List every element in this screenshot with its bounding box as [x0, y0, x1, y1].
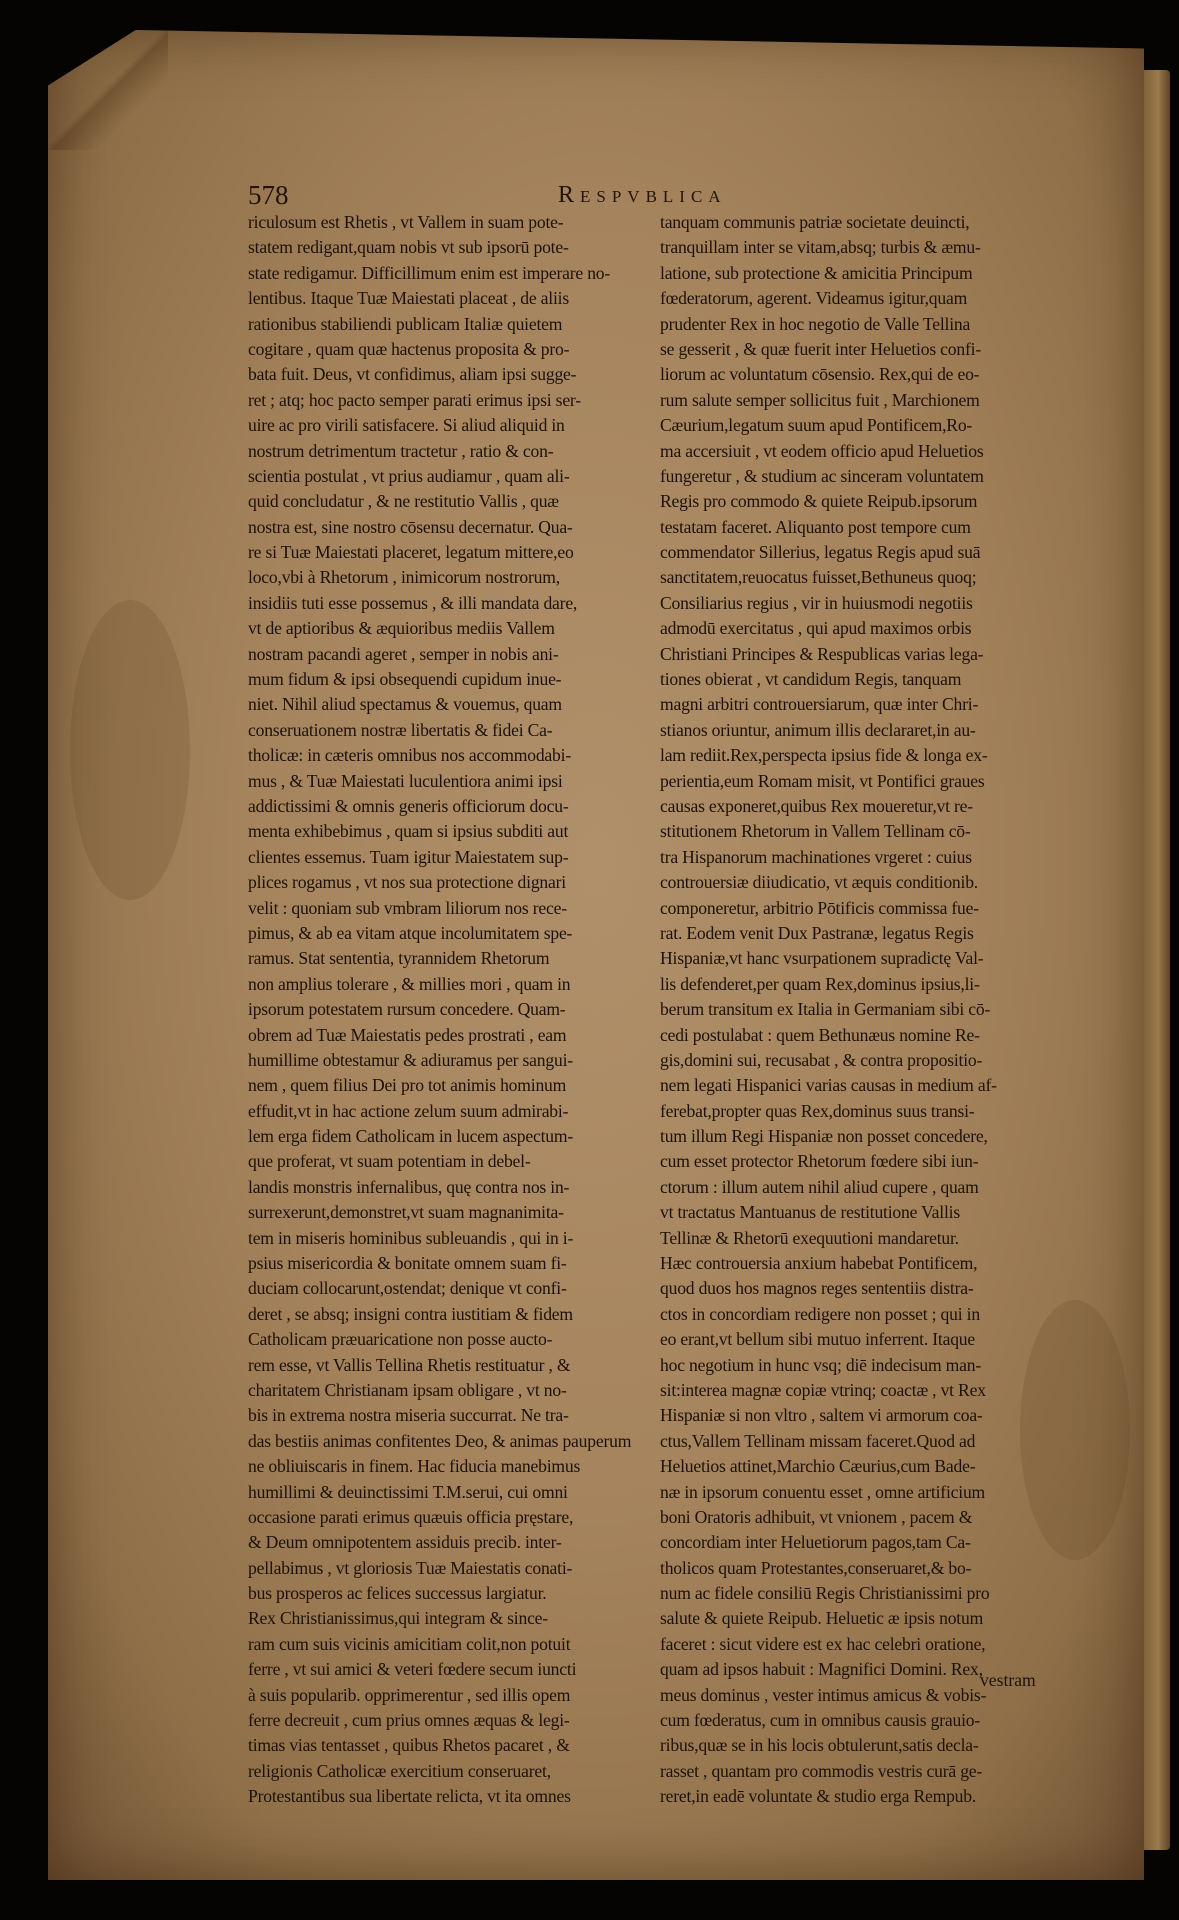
text-line: mum fidum & ipsi obsequendi cupidum inue- [248, 669, 562, 690]
text-line: pimus, & ab ea vitam atque incolumitatem spe- [248, 922, 573, 943]
text-line: lis defenderet,per quam Rex,dominus ipsius,li- [660, 973, 980, 994]
text-line: rum salute semper sollicitus fuit , Marchionem [660, 389, 980, 410]
text-line: nostrum detrimentum tractetur , ratio & con- [248, 440, 554, 461]
text-line: clientes essemus. Tuam igitur Maiestatem sup- [248, 846, 569, 867]
text-line: rem esse, vt Vallis Tellina Rhetis restituatur , & [248, 1354, 571, 1375]
text-line: bata fuit. Deus, vt confidimus, aliam ipsi sugge- [248, 364, 577, 385]
text-line: reret,in eadē voluntate & studio erga Rempub. [660, 1786, 977, 1807]
text-line: uire ac pro virili satisfacere. Si aliud aliquid in [248, 415, 565, 436]
text-line: salute & quiete Reipub. Heluetic æ ipsis notum [660, 1608, 984, 1629]
text-line: que proferat, vt suam potentiam in debel- [248, 1151, 531, 1172]
text-line: religionis Catholicæ exercitium conseruaret, [248, 1760, 551, 1781]
text-line: meus dominus , vester intimus amicus & vobis- [660, 1684, 987, 1705]
text-line: cum esset protector Rhetorum fœdere sibi iun- [660, 1151, 979, 1172]
text-line: velit : quoniam sub vmbram liliorum nos rece- [248, 897, 567, 918]
text-line: tem in miseris hominibus subleuandis , qui in i- [248, 1227, 574, 1248]
text-line: cogitare , quam quæ hactenus proposita & pro- [248, 338, 570, 359]
text-line: lem erga fidem Catholicam in lucem aspectum- [248, 1126, 574, 1147]
text-line: fungeretur , & studium ac sinceram voluntatem [660, 465, 984, 486]
adjacent-page-edge [1140, 70, 1170, 1850]
text-line: nem , quem filius Dei pro tot animis hominum [248, 1075, 567, 1096]
text-line: quid concludatur , & ne restitutio Vallis , quæ [248, 491, 559, 512]
text-line: ret ; atq; hoc pacto semper parati erimus ipsi ser- [248, 389, 581, 410]
running-head [248, 180, 768, 214]
text-line: Protestantibus sua libertate relicta, vt ita omnes [248, 1786, 571, 1807]
text-line: causas exponeret,quibus Rex moueretur,vt re- [660, 795, 973, 816]
text-line: fœderatorum, agerent. Videamus igitur,quam [660, 288, 968, 309]
text-line: ctorum : illum autem nihil aliud cupere , quam [660, 1176, 979, 1197]
text-line: magni arbitri controuersiarum, quæ inter Chri- [660, 694, 979, 715]
text-line: tiones obierat , vt candidum Regis, tanquam [660, 669, 962, 690]
text-line: prudenter Rex in hoc negotio de Valle Tellina [660, 313, 971, 334]
text-line: conseruationem nostræ libertatis & fidei Ca- [248, 719, 553, 740]
text-line: Regis pro commodo & quiete Reipub.ipsorum [660, 491, 978, 512]
text-line: ribus,quæ se in his locis obtulerunt,satis decla- [660, 1735, 979, 1756]
text-line: tum illum Regi Hispaniæ non posset concedere, [660, 1126, 988, 1147]
text-line: nostram pacandi ageret , semper in nobis ani- [248, 643, 559, 664]
text-line: das bestiis animas confitentes Deo, & animas pauperum [248, 1430, 632, 1451]
text-line: perientia,eum Romam misit, vt Pontifici graues [660, 770, 985, 791]
text-line: eo erant,vt bellum sibi mutuo inferrent. Itaque [660, 1329, 976, 1350]
text-line: statem redigant,quam nobis vt sub ipsorū pote- [248, 237, 569, 258]
text-line: commendator Sillerius, legatus Regis apud suā [660, 542, 981, 563]
text-line: landis monstris infernalibus, quę contra nos in- [248, 1176, 570, 1197]
text-line: niet. Nihil aliud spectamus & vouemus, quam [248, 694, 562, 715]
text-line: Hispaniæ,vt hanc vsurpationem supradictę Val- [660, 948, 984, 969]
text-line: admodū exercitatus , qui apud maximos orbis [660, 618, 972, 639]
text-line: Cæurium,legatum suum apud Pontificem,Ro- [660, 415, 973, 436]
folded-corner [48, 30, 168, 150]
text-line: Catholicam præuaricatione non posse aucto- [248, 1329, 553, 1350]
text-line: cum fœderatus, cum in omnibus causis grauio- [660, 1710, 981, 1731]
text-line: tanquam communis patriæ societate deuincti, [660, 212, 970, 232]
text-line: vt de aptioribus & æquioribus mediis Vallem [248, 618, 555, 639]
text-line: testatam faceret. Aliquanto post tempore cum [660, 516, 971, 537]
text-line: concordiam inter Heluetiorum pagos,tam Ca- [660, 1532, 971, 1553]
text-line: duciam collocarunt,ostendat; denique vt confi- [248, 1278, 567, 1299]
text-line: se gesserit , & quæ fuerit inter Heluetios confi- [660, 338, 981, 359]
text-column-left [248, 210, 646, 1810]
text-line: rat. Eodem venit Dux Pastranæ, legatus Regis [660, 922, 974, 943]
text-line: ferre , vt sui amici & veteri fœdere secum iuncti [248, 1659, 577, 1680]
text-line: sanctitatem,reuocatus fuisset,Bethuneus quoq; [660, 567, 977, 588]
text-line: sit:interea magnæ copiæ vtrinq; coactæ , vt Rex [660, 1379, 986, 1400]
text-line: Heluetios attinet,Marchio Cæurius,cum Bade- [660, 1456, 976, 1477]
text-line: Consiliarius regius , vir in huiusmodi negotiis [660, 592, 973, 613]
text-column-right [660, 210, 1058, 1810]
text-line: Hispaniæ si non vltro , saltem vi armorum coa- [660, 1405, 983, 1426]
text-line: rasset , quantam pro commodis vestris curā ge- [660, 1760, 983, 1781]
text-line: insidiis tuti esse possemus , & illi mandata dare, [248, 592, 578, 613]
text-line: occasione parati erimus quæuis officia pręstare, [248, 1506, 574, 1527]
text-line: bis in extrema nostra miseria succurrat. Ne tra- [248, 1405, 569, 1426]
text-line: à suis popularib. opprimerentur , sed illis opem [248, 1684, 571, 1705]
paper-stain [70, 600, 190, 900]
text-line: liorum ac voluntatum cōsensio. Rex,qui de eo- [660, 364, 980, 385]
text-line: ne obliuiscaris in finem. Hac fiducia manebimus [248, 1456, 581, 1477]
text-line: quod duos hos magnos reges sententiis distra- [660, 1278, 974, 1299]
text-line: effudit,vt in hac actione zelum suum admirabi- [248, 1100, 569, 1121]
text-line: ferre decreuit , cum prius omnes æquas & legi- [248, 1710, 570, 1731]
text-line: mus , & Tuæ Maiestati luculentiora animi ipsi [248, 770, 563, 791]
text-line: psius misericordia & bonitate omnem suam fi- [248, 1253, 567, 1274]
text-line: Christiani Principes & Respublicas varias lega- [660, 643, 984, 664]
text-line: ctos in concordiam redigere non posset ; qui in [660, 1303, 980, 1324]
text-line: ferebat,propter quas Rex,dominus suus transi- [660, 1100, 975, 1121]
text-line: addictissimi & omnis generis officiorum docu- [248, 795, 569, 816]
text-line: nostra est, sine nostro cōsensu decernatur. Qua- [248, 516, 573, 537]
catchword: vestram [980, 1670, 1036, 1690]
text-line: componeretur, arbitrio Pōtificis commissa fue- [660, 897, 979, 918]
text-line: & Deum omnipotentem assiduis precib. inter- [248, 1532, 562, 1553]
text-line: ram cum suis vicinis amicitiam colit,non potuit [248, 1633, 571, 1654]
text-line: loco,vbi à Rhetorum , inimicorum nostrorum, [248, 567, 560, 588]
text-line: tra Hispanorum machinationes vrgeret : cuius [660, 846, 972, 867]
text-line: cedi postulabat : quem Bethunæus nomine Re- [660, 1024, 980, 1045]
text-line: ctus,Vallem Tellinam missam faceret.Quod ad [660, 1430, 976, 1451]
text-line: scientia postulat , vt prius audiamur , quam ali- [248, 465, 570, 486]
text-line: gis,domini sui, recusabat , & contra propositio- [660, 1049, 983, 1070]
text-line: ma accersiuit , vt eodem officio apud Heluetios [660, 440, 984, 461]
text-line: charitatem Christianam ipsam obligare , vt no- [248, 1379, 567, 1400]
text-line: hoc negotium in hunc vsq; diē indecisum man- [660, 1354, 982, 1375]
text-line: rationibus stabiliendi publicam Italiæ quietem [248, 313, 563, 334]
text-line: Hæc controuersia anxium habebat Pontificem, [660, 1253, 978, 1274]
text-line: deret , se absq; insigni contra iustitiam & fidem [248, 1303, 573, 1324]
text-line: quam ad ipsos habuit : Magnifici Domini. Rex, [660, 1659, 983, 1680]
running-title: Respvblica [558, 182, 727, 208]
text-line: tholicos quam Protestantes,conseruaret,& bo- [660, 1557, 972, 1578]
text-line: stitutionem Rhetorum in Vallem Tellinam cō- [660, 821, 971, 842]
text-line: stianos oriuntur, animum illis declararet,in au- [660, 719, 976, 740]
text-line: lentibus. Itaque Tuæ Maiestati placeat , de aliis [248, 288, 570, 309]
text-line: pellabimus , vt gloriosis Tuæ Maiestatis conati- [248, 1557, 573, 1578]
text-line: boni Oratoris adhibuit, vt vnionem , pacem & [660, 1506, 973, 1527]
text-line: ramus. Stat sententia, tyrannidem Rhetorum [248, 948, 550, 969]
text-line: lam rediit.Rex,perspecta ipsius fide & longa ex- [660, 745, 988, 766]
text-line: bus prosperos ac felices successus largiatur. [248, 1583, 547, 1604]
text-line: faceret : sicut videre est ex hac celebri oratione, [660, 1633, 986, 1654]
text-line: num ac fidele consiliū Regis Christianissimi pro [660, 1583, 990, 1604]
text-line: berum transitum ex Italia in Germaniam sibi cō- [660, 999, 991, 1020]
text-line: Tellinæ & Rhetorū exequutioni mandaretur. [660, 1227, 959, 1248]
text-line: latione, sub protectione & amicitia Principum [660, 262, 973, 283]
text-line: plices rogamus , vt nos sua protectione dignari [248, 872, 566, 893]
text-line: non amplius tolerare , & millies mori , quam in [248, 973, 571, 994]
text-line: riculosum est Rhetis , vt Vallem in suam pote- [248, 212, 564, 232]
text-line: tholicæ: in cæteris omnibus nos accommodabi- [248, 745, 571, 766]
text-line: menta exhibebimus , quam si ipsius subditi aut [248, 821, 569, 842]
text-line: vt tractatus Mantuanus de restitutione Vallis [660, 1202, 960, 1223]
text-line: humillime obtestamur & adiuramus per sangui- [248, 1049, 573, 1070]
text-line: surrexerunt,demonstret,vt suam magnanimita- [248, 1202, 564, 1223]
text-line: ipsorum potestatem rursum concedere. Quam- [248, 999, 566, 1020]
text-line: nem legati Hispanici varias causas in medium af- [660, 1075, 997, 1096]
text-line: controuersiæ diiudicatio, vt æquis conditionib. [660, 872, 979, 893]
text-line: re si Tuæ Maiestati placeret, legatum mittere,eo [248, 542, 574, 563]
text-line: Rex Christianissimus,qui integram & since- [248, 1608, 548, 1629]
text-line: næ in ipsorum conuentu esset , omne artificium [660, 1481, 986, 1502]
text-line: tranquillam inter se vitam,absq; turbis & æmu- [660, 237, 981, 258]
text-line: timas vias tentasset , quibus Rhetos pacaret , & [248, 1735, 570, 1756]
text-line: humillimi & deuinctissimi T.M.serui, cui omni [248, 1481, 568, 1502]
text-line: state redigamur. Difficillimum enim est imperare no- [248, 262, 611, 283]
page-number: 578 [248, 180, 289, 210]
text-line: obrem ad Tuæ Maiestatis pedes prostrati , eam [248, 1024, 567, 1045]
